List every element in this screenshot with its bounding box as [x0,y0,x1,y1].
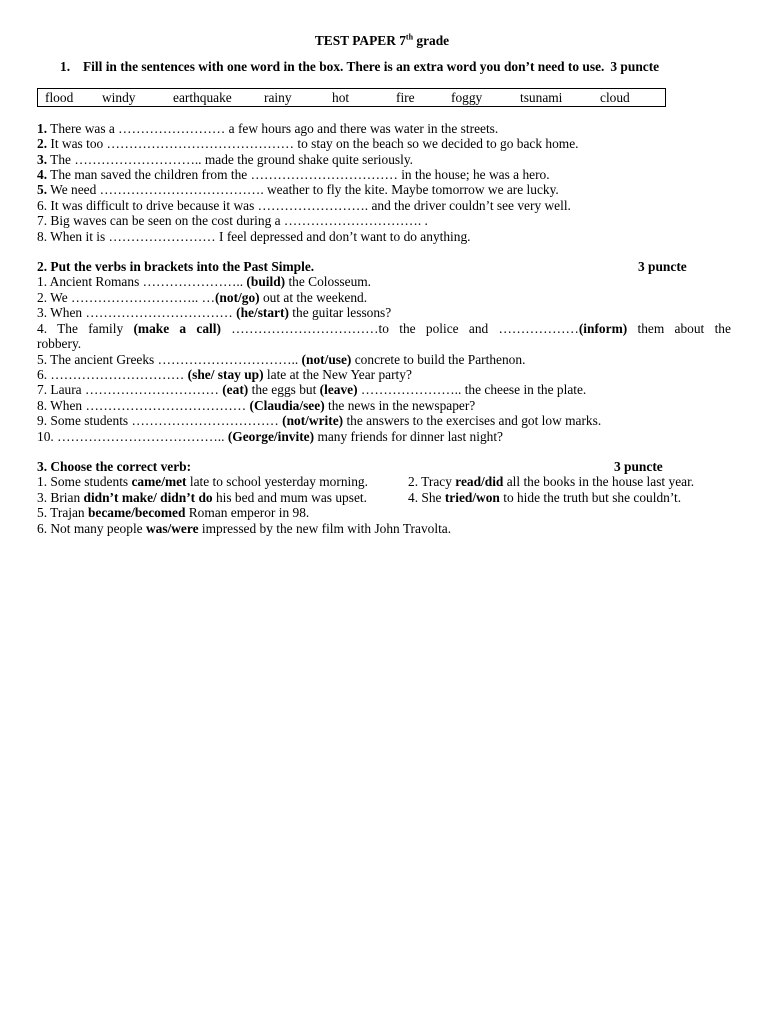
list-item [37,274,731,289]
exercise-1-sentences [37,121,731,244]
item-text: 9. Some students …………………………… [37,413,283,429]
item-text: 3. Brian [37,489,84,505]
exercise-1-instruction [37,59,731,74]
item-text: late to school yesterday morning. [186,474,368,490]
item-text: We need ………………………………. weather to fly the kite. Maybe tomorrow we are lucky. [47,182,559,198]
item-number: 1. [37,120,48,136]
list-item [37,136,731,151]
verb-choice: tried/won [444,489,500,505]
verb-prompt: (make a call) [133,320,221,336]
item-text: 1. Some students [37,474,132,490]
verb-prompt: (she/ stay up) [187,366,264,382]
item-text: 5. The ancient Greeks ………………………….. [37,351,302,367]
item-number: 6. [37,197,48,213]
list-item [37,305,731,320]
list-item [37,398,731,413]
verb-prompt: (he/start) [236,305,289,321]
exercise-1-number: 1. [60,59,71,75]
item-number: 3. [37,151,48,167]
verb-prompt: (not/go) [214,289,260,305]
item-text: concrete to build the Parthenon. [351,351,526,367]
item-text: It was difficult to drive because it was ……………………. and the driver couldn’t see very well. [47,197,571,213]
item-text: 6. ………………………… [37,366,188,382]
item-text: ……………………………to [231,320,389,336]
word-box-item: flood [45,89,74,105]
item-text: many friends for dinner last night? [314,428,504,444]
list-item [408,474,694,489]
item-text: Roman emperor in 98. [185,505,310,521]
exercise-2-heading-text: 2. Put the verbs in brackets into the Past Simple. [37,259,315,275]
item-number: 8. [37,228,48,244]
item-text: impressed by the new film with John Travolta. [198,520,452,536]
list-item [37,474,368,489]
verb-choice: didn’t make/ didn’t do [83,489,213,505]
list-row [37,490,731,505]
item-text: 1. Ancient Romans ………………….. [37,274,247,290]
page-title [33,33,731,48]
exercise-2-points: 3 puncte [638,259,687,275]
item-text: out at the weekend. [259,289,368,305]
verb-prompt: (George/invite) [227,428,315,444]
list-item [37,121,731,136]
list-item [37,367,731,382]
title-superscript: th [405,32,414,42]
item-text: 7. Laura ………………………… [37,382,223,398]
list-item [37,167,731,182]
list-item [37,321,731,336]
verb-prompt: (not/write) [282,413,344,429]
verb-prompt: (inform) [578,320,628,336]
test-paper [37,33,731,536]
item-text: It was too …………………………………… to stay on the beach so we decided to go back home. [47,136,579,152]
item-text: 10. ……………………………….. [37,428,228,444]
item-text: Big waves can be seen on the cost during a …………………………. . [47,213,428,229]
item-text: the answers to the exercises and got low marks. [343,413,602,429]
item-text: the guitar lessons? [288,305,392,321]
verb-choice: came/met [131,474,187,490]
item-number: 7. [37,213,48,229]
list-item [37,521,731,536]
item-text: to hide the truth but she couldn’t. [499,489,682,505]
item-number: 5. [37,182,48,198]
item-text: 4. She [408,489,445,505]
item-text: There was a …………………… a few hours ago and there was water in the streets. [47,120,499,136]
verb-prompt: (eat) [222,382,249,398]
item-text: The ……………………….. made the ground shake quite seriously. [47,151,413,167]
item-text: all the books in the house last year. [503,474,695,490]
item-text: the news in the newspaper? [324,397,476,413]
exercise-3-heading [37,459,731,474]
item-text: robbery. [37,336,82,352]
title-tail: grade [413,33,450,48]
item-text: them [637,320,665,336]
title-main: TEST PAPER 7 [314,33,406,48]
item-text: late at the New Year party? [263,366,412,382]
item-text: 8. When ……………………………… [37,397,250,413]
exercise-2-items [37,274,731,443]
list-item [37,229,731,244]
list-item [37,429,731,444]
list-item [37,152,731,167]
item-text: and [468,320,489,336]
item-text: 2. We ……………………….. … [37,289,215,305]
exercise-3-heading-text: 3. Choose the correct verb: [37,458,192,474]
word-box-item: fire [396,89,415,105]
list-item [37,413,731,428]
exercise-1-points: 3 puncte [610,59,660,75]
list-item [37,490,367,505]
item-text: 3. When …………………………… [37,305,237,321]
list-item [37,290,731,305]
item-number: 4. [37,167,48,183]
exercise-3-items [37,474,731,536]
word-box-item: hot [332,89,350,105]
list-item [37,198,731,213]
word-box-item: cloud [600,89,630,105]
item-text: ………………….. the cheese in the plate. [357,382,587,398]
verb-prompt: (build) [246,274,286,290]
item-text: 4. [37,320,48,336]
exercise-1-instruction-text: Fill in the sentences with one word in the box. There is an extra word you don’t need to use. [83,59,605,75]
list-item [37,213,731,228]
item-text: ……………… [498,320,579,336]
list-item [37,382,731,397]
list-item [37,505,731,520]
item-text: the [399,320,416,336]
item-text: about [674,320,705,336]
item-text: The [57,320,78,336]
item-number: 2. [37,136,48,152]
word-box [37,88,666,107]
item-text: The man saved the children from the …………………………… in the house; he was a hero. [47,167,550,183]
verb-prompt: (Claudia/see) [249,397,325,413]
list-item [37,182,731,197]
item-text: the [714,320,731,336]
verb-choice: read/did [455,474,504,490]
item-text: When it is …………………… I feel depressed and don’t want to do anything. [47,228,471,244]
item-text: family [88,320,124,336]
list-item-continuation [37,336,731,351]
item-text: the Colosseum. [285,274,372,290]
verb-choice: was/were [145,520,199,536]
word-box-item: windy [102,89,136,105]
exercise-3-points: 3 puncte [614,458,663,474]
exercise-2-heading [37,259,731,274]
item-text: 6. Not many people [37,520,146,536]
item-text: 5. Trajan [37,505,88,521]
verb-prompt: (not/use) [301,351,352,367]
item-text: police [425,320,459,336]
list-item [37,352,731,367]
item-text: the eggs but [248,382,320,398]
item-text: his bed and mum was upset. [212,489,367,505]
verb-choice: became/becomed [87,505,186,521]
word-box-item: tsunami [520,89,563,105]
item-text: 2. Tracy [408,474,456,490]
list-item [408,490,681,505]
verb-prompt: (leave) [319,382,358,398]
list-row [37,474,731,489]
word-box-item: rainy [264,89,292,105]
word-box-item: earthquake [173,89,232,105]
word-box-item: foggy [451,89,483,105]
